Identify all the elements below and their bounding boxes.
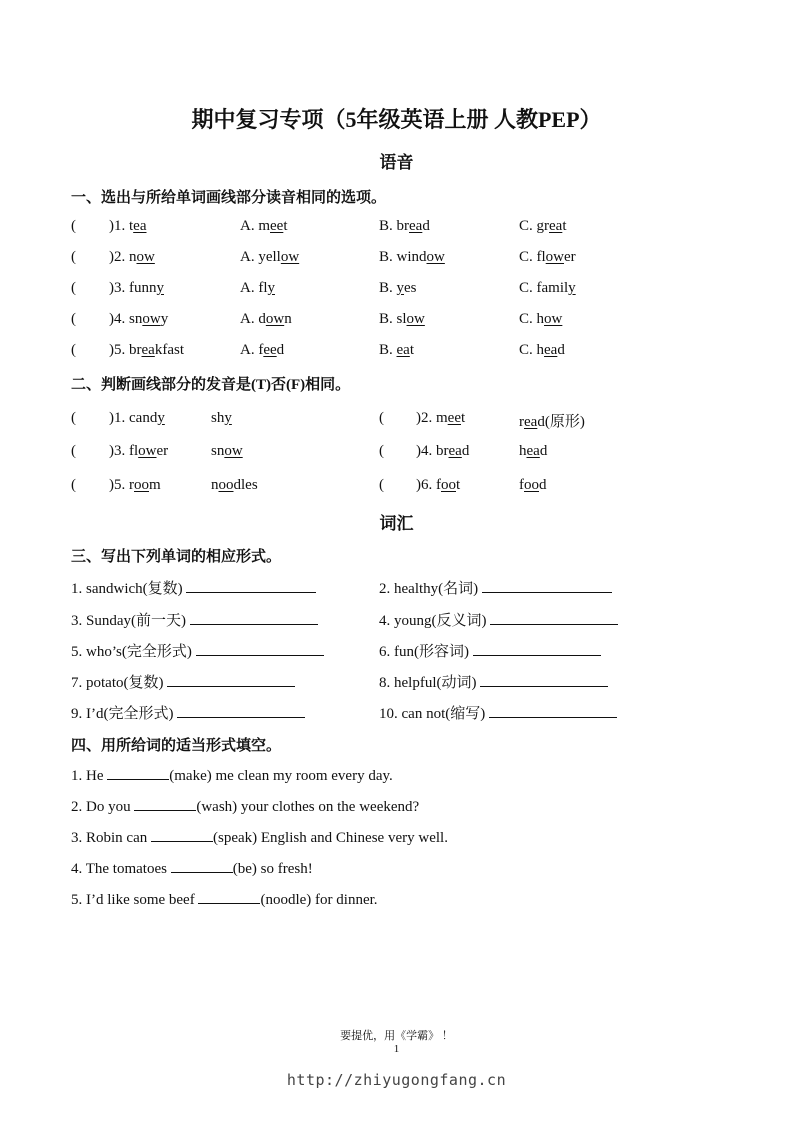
underlined-sound: y (568, 280, 576, 296)
option-c: C. how (519, 311, 563, 327)
underlined-sound: ow (136, 249, 155, 265)
answer-blank[interactable] (490, 610, 618, 625)
answer-blank[interactable] (190, 610, 318, 625)
compare-word: head (519, 443, 548, 459)
answer-blank[interactable] (196, 641, 324, 656)
underlined-sound: ee (447, 410, 461, 426)
underlined-sound: ea (133, 218, 147, 234)
underlined-sound: ow (545, 249, 565, 265)
answer-paren[interactable]: ( (71, 443, 76, 459)
answer-paren[interactable]: ( (71, 477, 76, 493)
compare-word: read(原形) (519, 414, 585, 430)
option-c: C. flower (519, 249, 576, 265)
fill-sentence: 4. The tomatoes (be) so fresh! (71, 858, 313, 878)
underlined-sound: y (396, 280, 405, 296)
underlined-sound: oo (134, 477, 149, 493)
underlined-sound: ow (224, 443, 243, 459)
question-word: )2. now (109, 249, 155, 265)
option-a: A. fly (240, 280, 275, 296)
underlined-sound: y (224, 410, 232, 426)
underlined-sound: ow (142, 311, 161, 327)
answer-blank[interactable] (186, 578, 316, 593)
underlined-sound: ea (396, 342, 410, 358)
part3-heading: 三、写出下列单词的相应形式。 (71, 549, 282, 565)
fill-sentence: 3. Robin can (speak) English and Chinese very well. (71, 827, 448, 847)
underlined-sound: ea (526, 443, 540, 459)
underlined-sound: ow (280, 249, 300, 265)
page-number: 1 (393, 1043, 400, 1055)
underlined-sound: oo (218, 477, 234, 493)
answer-blank[interactable] (171, 858, 233, 873)
fill-sentence: 1. He (make) me clean my room every day. (71, 765, 393, 785)
question-word: )1. tea (109, 218, 147, 234)
question-word: )6. foot (416, 477, 461, 493)
word-form-item: 5. who’s(完全形式) (71, 640, 324, 661)
fill-sentence: 5. I’d like some beef (noodle) for dinner. (71, 889, 378, 909)
question-word: )4. bread (416, 443, 470, 459)
underlined-sound: ea (549, 218, 563, 234)
question-word: )4. snowy (109, 311, 169, 327)
answer-blank[interactable] (482, 578, 612, 593)
underlined-sound: ow (426, 249, 445, 265)
answer-blank[interactable] (167, 672, 295, 687)
option-a: A. meet (240, 218, 288, 234)
answer-paren[interactable]: ( (71, 311, 76, 327)
underlined-sound: ee (270, 218, 284, 234)
page-title: 期中复习专项（5年级英语上册 人教PEP） (191, 107, 602, 132)
word-form-item: 9. I’d(完全形式) (71, 702, 305, 723)
question-word: )3. flower (109, 443, 169, 459)
option-a: A. down (240, 311, 292, 327)
answer-paren[interactable]: ( (71, 342, 76, 358)
part2-heading: 二、判断画线部分的发音是(T)否(F)相同。 (71, 377, 351, 393)
watermark-url: http://zhiyugongfang.cn (286, 1071, 507, 1089)
underlined-sound: y (157, 410, 165, 426)
answer-paren[interactable]: ( (379, 477, 384, 493)
section-phonics-heading: 语音 (379, 153, 414, 172)
word-form-item: 4. young(反义词) (379, 609, 618, 630)
option-c: C. head (519, 342, 565, 358)
underlined-sound: ea (524, 414, 538, 430)
option-a: A. feed (240, 342, 285, 358)
answer-blank[interactable] (489, 703, 617, 718)
word-form-item: 10. can not(缩写) (379, 702, 617, 723)
answer-blank[interactable] (480, 672, 608, 687)
question-word: )1. candy (109, 410, 165, 426)
compare-word: snow (211, 443, 243, 459)
word-form-item: 2. healthy(名词) (379, 577, 612, 598)
underlined-sound: ow (138, 443, 157, 459)
underlined-sound: ea (409, 218, 423, 234)
underlined-sound: ow (406, 311, 425, 327)
option-b: B. yes (379, 280, 417, 296)
underlined-sound: ea (544, 342, 558, 358)
answer-paren[interactable]: ( (71, 280, 76, 296)
underlined-sound: ow (544, 311, 563, 327)
answer-paren[interactable]: ( (71, 249, 76, 265)
answer-paren[interactable]: ( (379, 443, 384, 459)
compare-word: food (519, 477, 547, 493)
part1-heading: 一、选出与所给单词画线部分读音相同的选项。 (71, 190, 387, 206)
option-c: C. great (519, 218, 567, 234)
answer-blank[interactable] (151, 827, 213, 842)
compare-word: noodles (211, 477, 258, 493)
underlined-sound: y (156, 280, 164, 296)
option-b: B. eat (379, 342, 415, 358)
underlined-sound: ea (141, 342, 155, 358)
question-word: )5. room (109, 477, 161, 493)
option-b: B. bread (379, 218, 430, 234)
option-a: A. yellow (240, 249, 300, 265)
underlined-sound: ow (265, 311, 285, 327)
answer-blank[interactable] (473, 641, 601, 656)
answer-blank[interactable] (177, 703, 305, 718)
option-c: C. family (519, 280, 576, 296)
option-b: B. slow (379, 311, 425, 327)
word-form-item: 1. sandwich(复数) (71, 577, 316, 598)
underlined-sound: oo (524, 477, 539, 493)
question-word: )2. meet (416, 410, 466, 426)
question-word: )3. funny (109, 280, 164, 296)
question-word: )5. breakfast (109, 342, 184, 358)
fill-sentence: 2. Do you (wash) your clothes on the weekend? (71, 796, 419, 816)
answer-blank[interactable] (198, 889, 260, 904)
underlined-sound: oo (441, 477, 456, 493)
answer-blank[interactable] (107, 765, 169, 780)
answer-blank[interactable] (134, 796, 196, 811)
underlined-sound: ee (263, 342, 277, 358)
footer-note: 要提优，用《学霸》 ！ (340, 1030, 453, 1042)
answer-paren[interactable]: ( (71, 218, 76, 234)
option-b: B. window (379, 249, 445, 265)
part4-heading: 四、用所给词的适当形式填空。 (71, 738, 282, 754)
word-form-item: 6. fun(形容词) (379, 640, 601, 661)
compare-word: shy (211, 410, 232, 426)
underlined-sound: ea (448, 443, 462, 459)
word-form-item: 8. helpful(动词) (379, 671, 608, 692)
answer-paren[interactable]: ( (379, 410, 384, 426)
underlined-sound: y (267, 280, 275, 296)
section-vocab-heading: 词汇 (379, 514, 414, 533)
answer-paren[interactable]: ( (71, 410, 76, 426)
word-form-item: 3. Sunday(前一天) (71, 609, 318, 630)
word-form-item: 7. potato(复数) (71, 671, 295, 692)
